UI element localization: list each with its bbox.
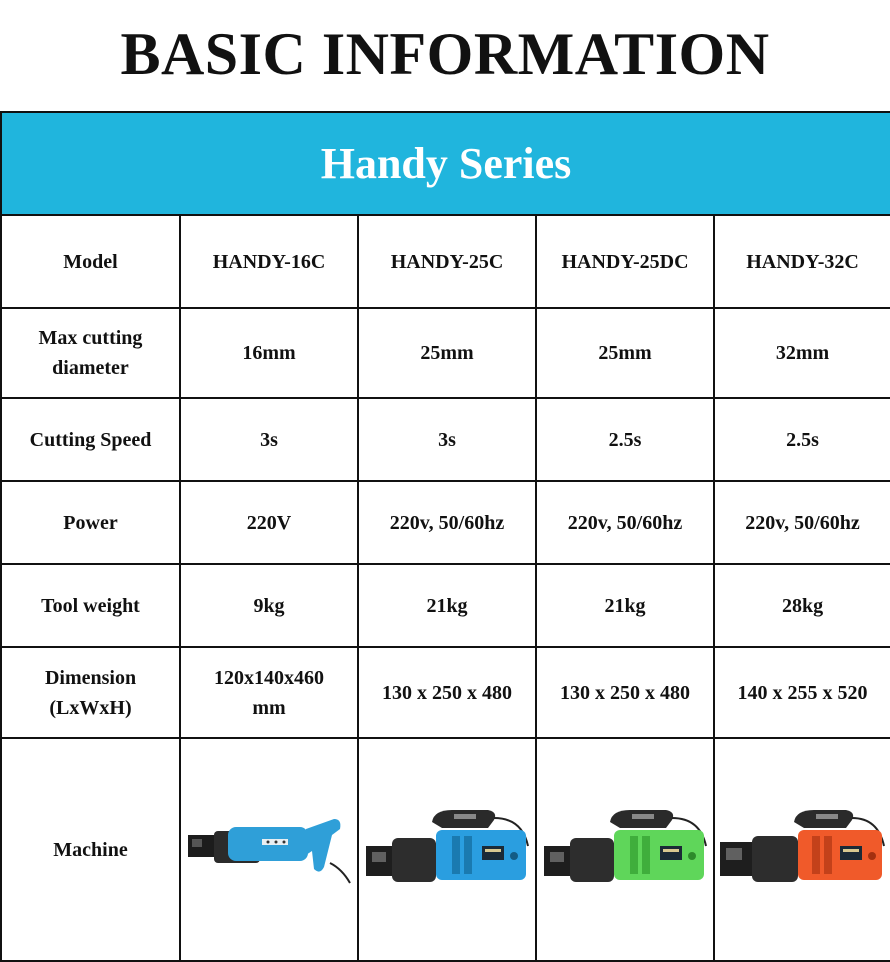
max-cutting-value: 25mm (536, 308, 714, 398)
machine-image-cell (536, 738, 714, 961)
max-cutting-value: 16mm (180, 308, 358, 398)
max-cutting-value: 32mm (714, 308, 890, 398)
label-dimension-text: Dimension (LxWxH) (44, 666, 137, 719)
label-max-cutting (1, 308, 180, 398)
row-dimension (1, 647, 890, 738)
machine-image-cell (180, 738, 358, 961)
rebar-cutter-long-handle-icon (184, 805, 354, 895)
cutting-speed-value: 2.5s (536, 398, 714, 481)
power-value: 220v, 50/60hz (536, 481, 714, 564)
power-value: 220V (180, 481, 358, 564)
series-title: Handy Series (1, 112, 890, 215)
dimension-value-text: 120x140x460 mm (214, 666, 324, 719)
row-tool-weight (1, 564, 890, 647)
max-cutting-value: 25mm (358, 308, 536, 398)
tool-weight-value: 21kg (536, 564, 714, 647)
model-name: HANDY-25C (358, 215, 536, 308)
machine-image-cell (358, 738, 536, 961)
dimension-value: 130 x 250 x 480 (536, 647, 714, 738)
cutting-speed-value: 3s (358, 398, 536, 481)
rebar-cutter-icon (540, 800, 710, 900)
rebar-cutter-icon (362, 800, 532, 900)
spec-table-wrap (0, 111, 890, 960)
label-tool-weight: Tool weight (1, 564, 180, 647)
dimension-value: 130 x 250 x 480 (358, 647, 536, 738)
rebar-cutter-icon (718, 800, 888, 900)
page-title: BASIC INFORMATION (120, 21, 770, 87)
cutting-speed-value: 2.5s (714, 398, 890, 481)
cutting-speed-value: 3s (180, 398, 358, 481)
label-cutting-speed: Cutting Speed (1, 398, 180, 481)
series-header-row (1, 112, 890, 215)
tool-weight-value: 28kg (714, 564, 890, 647)
label-power: Power (1, 481, 180, 564)
label-dimension (1, 647, 180, 738)
dimension-value (180, 647, 358, 738)
row-power (1, 481, 890, 564)
row-machine (1, 738, 890, 961)
row-cutting-speed (1, 398, 890, 481)
model-name: HANDY-32C (714, 215, 890, 308)
row-max-cutting (1, 308, 890, 398)
model-name: HANDY-16C (180, 215, 358, 308)
label-machine: Machine (1, 738, 180, 961)
power-value: 220v, 50/60hz (358, 481, 536, 564)
label-model: Model (1, 215, 180, 308)
spec-table (0, 111, 890, 962)
tool-weight-value: 21kg (358, 564, 536, 647)
machine-image-cell (714, 738, 890, 961)
power-value: 220v, 50/60hz (714, 481, 890, 564)
model-name: HANDY-25DC (536, 215, 714, 308)
dimension-value: 140 x 255 x 520 (714, 647, 890, 738)
tool-weight-value: 9kg (180, 564, 358, 647)
row-model (1, 215, 890, 308)
label-max-cutting-text: Max cutting diameter (38, 327, 143, 379)
